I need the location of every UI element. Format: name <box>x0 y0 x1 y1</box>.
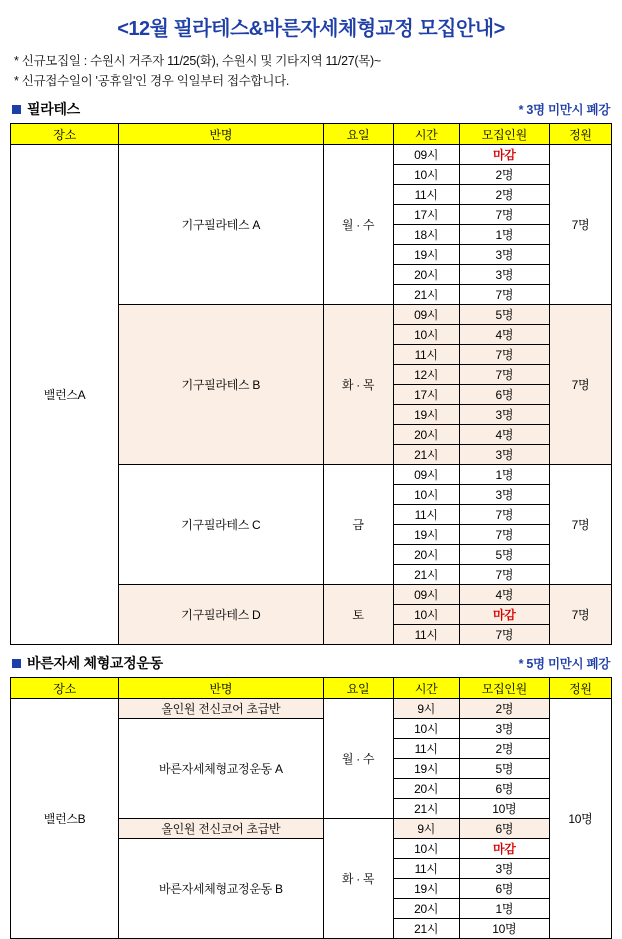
time-cell: 19시 <box>393 759 459 779</box>
schedule-table-pilates <box>10 123 612 645</box>
capacity-cell: 4명 <box>459 325 549 345</box>
capacity-cell: 10명 <box>459 799 549 819</box>
class-name-cell: 기구필라테스 A <box>119 145 323 305</box>
capacity-cell: 2명 <box>459 699 549 719</box>
capacity-cell: 4명 <box>459 425 549 445</box>
class-name-cell: 올인원 전신코어 초급반 <box>119 819 323 839</box>
square-icon <box>12 105 21 114</box>
section-title-pilates: 필라테스 <box>27 101 80 117</box>
capacity-cell: 7명 <box>459 525 549 545</box>
day-cell: 화 · 목 <box>323 819 393 939</box>
total-cell: 7명 <box>549 585 611 645</box>
time-cell: 10시 <box>393 325 459 345</box>
capacity-cell: 3명 <box>459 405 549 425</box>
capacity-cell: 2명 <box>459 739 549 759</box>
time-cell: 09시 <box>393 465 459 485</box>
section-title-posture: 바른자세 체형교정운동 <box>27 655 163 671</box>
section-header-posture <box>12 653 610 673</box>
day-cell: 월 · 수 <box>323 145 393 305</box>
class-name-cell: 올인원 전신코어 초급반 <box>119 699 323 719</box>
section-header-pilates <box>12 99 610 119</box>
total-cell: 7명 <box>549 145 611 305</box>
capacity-cell: 3명 <box>459 485 549 505</box>
capacity-cell: 1명 <box>459 225 549 245</box>
capacity-cell: 6명 <box>459 879 549 899</box>
time-cell: 11시 <box>393 625 459 645</box>
col-header-capacity: 모집인원 <box>459 678 549 699</box>
time-cell: 21시 <box>393 799 459 819</box>
day-cell: 금 <box>323 465 393 585</box>
note-line-1: * 신규모집일 : 수원시 거주자 11/25(화), 수원시 및 기타지역 11/27(목)~ <box>14 54 381 68</box>
table-header-row <box>11 678 612 699</box>
capacity-cell: 5명 <box>459 545 549 565</box>
capacity-cell: 2명 <box>459 165 549 185</box>
day-cell: 토 <box>323 585 393 645</box>
time-cell: 9시 <box>393 699 459 719</box>
total-cell: 7명 <box>549 465 611 585</box>
col-header-day: 요일 <box>323 678 393 699</box>
capacity-cell: 마감 <box>459 605 549 625</box>
capacity-cell: 3명 <box>459 719 549 739</box>
place-cell: 밸런스B <box>11 699 119 939</box>
time-cell: 09시 <box>393 305 459 325</box>
capacity-cell: 5명 <box>459 305 549 325</box>
day-cell: 화 · 목 <box>323 305 393 465</box>
capacity-cell: 7명 <box>459 365 549 385</box>
time-cell: 19시 <box>393 879 459 899</box>
time-cell: 17시 <box>393 205 459 225</box>
note-line-2: * 신규접수일이 '공휴일'인 경우 익일부터 접수합니다. <box>14 74 290 88</box>
class-name-cell: 기구필라테스 D <box>119 585 323 645</box>
time-cell: 20시 <box>393 425 459 445</box>
col-header-time: 시간 <box>393 124 459 145</box>
capacity-cell: 6명 <box>459 779 549 799</box>
col-header-place: 장소 <box>11 124 119 145</box>
time-cell: 18시 <box>393 225 459 245</box>
time-cell: 9시 <box>393 819 459 839</box>
time-cell: 09시 <box>393 585 459 605</box>
class-name-cell: 기구필라테스 C <box>119 465 323 585</box>
time-cell: 21시 <box>393 445 459 465</box>
place-cell: 밸런스A <box>11 145 119 645</box>
class-name-cell: 바른자세체형교정운동 A <box>119 719 323 819</box>
capacity-cell: 7명 <box>459 625 549 645</box>
page-title: <12월 필라테스&바른자세체형교정 모집안내> <box>117 18 505 40</box>
time-cell: 20시 <box>393 545 459 565</box>
notes-block <box>10 51 612 89</box>
capacity-cell: 2명 <box>459 185 549 205</box>
class-name-cell: 바른자세체형교정운동 B <box>119 839 323 939</box>
section-warning-pilates: * 3명 미만시 폐강 <box>518 103 610 117</box>
table-row <box>11 699 612 719</box>
time-cell: 11시 <box>393 505 459 525</box>
capacity-cell: 1명 <box>459 899 549 919</box>
col-header-total: 정원 <box>549 678 611 699</box>
col-header-time: 시간 <box>393 678 459 699</box>
time-cell: 19시 <box>393 405 459 425</box>
col-header-capacity: 모집인원 <box>459 124 549 145</box>
time-cell: 10시 <box>393 485 459 505</box>
table-row <box>11 145 612 165</box>
col-header-class: 반명 <box>119 678 323 699</box>
capacity-cell: 7명 <box>459 205 549 225</box>
time-cell: 10시 <box>393 605 459 625</box>
time-cell: 20시 <box>393 779 459 799</box>
capacity-cell: 10명 <box>459 919 549 939</box>
capacity-cell: 1명 <box>459 465 549 485</box>
time-cell: 11시 <box>393 859 459 879</box>
section-header-left <box>12 653 163 673</box>
capacity-cell: 6명 <box>459 819 549 839</box>
time-cell: 11시 <box>393 185 459 205</box>
capacity-cell: 마감 <box>459 145 549 165</box>
total-cell: 10명 <box>549 699 611 939</box>
class-name-cell: 기구필라테스 B <box>119 305 323 465</box>
col-header-place: 장소 <box>11 678 119 699</box>
time-cell: 11시 <box>393 345 459 365</box>
total-cell: 7명 <box>549 305 611 465</box>
time-cell: 21시 <box>393 565 459 585</box>
capacity-cell: 마감 <box>459 839 549 859</box>
col-header-class: 반명 <box>119 124 323 145</box>
capacity-cell: 7명 <box>459 285 549 305</box>
day-cell: 월 · 수 <box>323 699 393 819</box>
time-cell: 19시 <box>393 245 459 265</box>
capacity-cell: 3명 <box>459 859 549 879</box>
table-header-row <box>11 124 612 145</box>
col-header-day: 요일 <box>323 124 393 145</box>
time-cell: 12시 <box>393 365 459 385</box>
capacity-cell: 7명 <box>459 505 549 525</box>
section-warning-posture: * 5명 미만시 폐강 <box>518 657 610 671</box>
time-cell: 10시 <box>393 165 459 185</box>
col-header-total: 정원 <box>549 124 611 145</box>
capacity-cell: 6명 <box>459 385 549 405</box>
time-cell: 20시 <box>393 265 459 285</box>
time-cell: 20시 <box>393 899 459 919</box>
time-cell: 21시 <box>393 919 459 939</box>
square-icon <box>12 659 21 668</box>
time-cell: 09시 <box>393 145 459 165</box>
time-cell: 21시 <box>393 285 459 305</box>
time-cell: 10시 <box>393 839 459 859</box>
schedule-table-posture <box>10 677 612 939</box>
section-header-left <box>12 99 80 119</box>
time-cell: 17시 <box>393 385 459 405</box>
capacity-cell: 3명 <box>459 445 549 465</box>
time-cell: 10시 <box>393 719 459 739</box>
capacity-cell: 4명 <box>459 585 549 605</box>
capacity-cell: 3명 <box>459 265 549 285</box>
time-cell: 11시 <box>393 739 459 759</box>
time-cell: 19시 <box>393 525 459 545</box>
capacity-cell: 7명 <box>459 565 549 585</box>
capacity-cell: 3명 <box>459 245 549 265</box>
capacity-cell: 5명 <box>459 759 549 779</box>
capacity-cell: 7명 <box>459 345 549 365</box>
